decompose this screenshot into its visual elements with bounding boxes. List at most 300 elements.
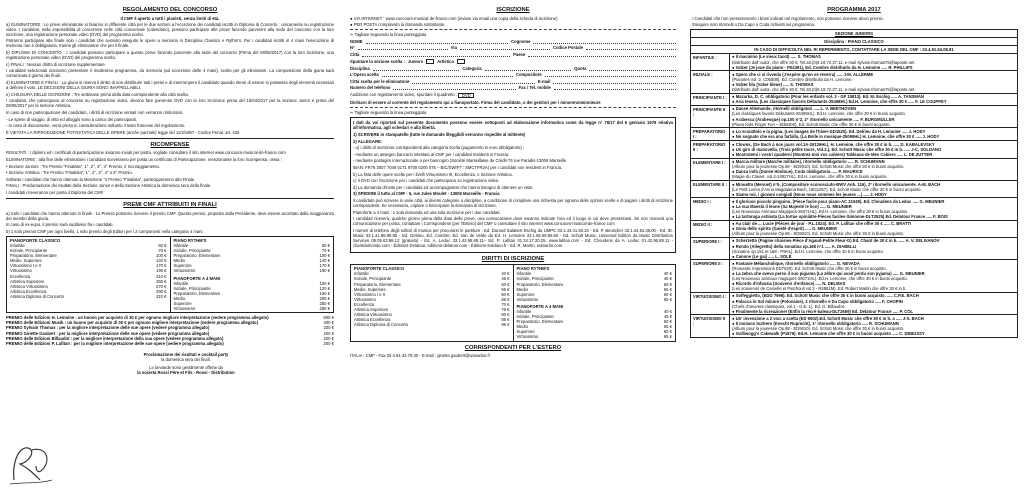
level-pieces — [730, 71, 1017, 92]
program-level — [691, 141, 1017, 158]
level-pieces — [730, 315, 1017, 336]
level-pieces — [730, 293, 1017, 314]
program-intro-line: . Eseguire solo ritornelli o Da Capo o Coda richiesti sul programma. — [690, 22, 815, 28]
reward-paragraph: ELIMINATORIE : alla fine delle eliminatorie i candidati riceveranno per posta un certificato di Partecipazione, menzionante la loro ricompensa, ossia : — [6, 156, 282, 162]
level-name: VIRTUOSISMO I : — [691, 293, 730, 314]
fee-level: Superiore — [516, 329, 535, 335]
fee-amount: 45 € — [663, 276, 672, 282]
form-row — [350, 66, 676, 71]
fee-level: Preparatorio, Elementare — [516, 319, 564, 325]
fee-amount: 50 € — [663, 281, 672, 287]
regulation-paragraph: I candidati selezionati dovranno presentare il medesimo programma, da memoria (ad eccezione delle 4 mani), scelto per gli eliminatori. La composizione della giuria sarà comunicata il giorno dei finali. — [6, 68, 334, 79]
program-box — [690, 29, 1018, 338]
piece-line: ● Minuetto (Menuet) n°5, (Compositore sconosciuto-BWV Anh. 116), 2° ritornello unicamente. A-M. BACH — [732, 181, 941, 187]
editor-prize-text: PREMIO Sylvain Thomas : per la migliore interpretazione delle sue opere (vedere programma allegato) — [6, 325, 210, 331]
fee-right-title: PIANO RYTHM'S — [173, 237, 207, 243]
form-field[interactable] — [362, 52, 510, 57]
level-name: PREPARATORIO II : — [691, 141, 730, 157]
form-label: Categoria — [462, 65, 482, 71]
piece-line: ● Il monaco burbero (Knecht Ruprecht), 1° ritornello obbligatorio ..... R. SCHUMANN — [732, 320, 899, 326]
level-pieces — [730, 128, 1017, 140]
fee-level: Infantile — [173, 280, 189, 286]
step-3: 3) SPEDIRE il tutto al CMF - 5, rue Jules Moulet - 13006 Marseille - Francia — [353, 191, 500, 197]
form-field[interactable] — [382, 72, 513, 77]
fee-level: Superiore — [516, 291, 535, 297]
fee-level: Superiore — [173, 301, 192, 307]
registration-intro-line: ● PER POSTA compilando la domanda sottostante. — [350, 22, 446, 28]
program-column — [690, 7, 1018, 338]
fee-amount: 50 € — [501, 281, 510, 287]
fee-level: Preparatorio, Elementare — [354, 281, 401, 287]
rights-fee-table — [350, 264, 676, 341]
reward-paragraph: • Sezione Juniors : Tre Premio "Finalista", 1°, 2°, 3°, 4° Premio, ir Incoraggiamento. — [6, 163, 161, 169]
piece-line: (Le Petit Livres d'Anna Magdalena Bach, UE11057). Ed. Schott Music che offre 30 € in buoni acquisto. — [732, 186, 922, 192]
fee-level: Infantile — [10, 243, 25, 248]
editor-prizes — [6, 315, 334, 346]
fee-row — [517, 334, 673, 339]
fee-row — [354, 322, 510, 327]
registration-note: Pianoforte a 4 mani : 1 sola domanda ed una sola iscrizione per i due candidati. — [353, 209, 501, 215]
piece-line: Distribuito dall' autor, che offre 30 €. Tel.33.(0)6.19.72.37.11, e-mail sylvain.thomas75@laposte.net — [732, 59, 915, 65]
piece-line: (Les souvenirs de Camelle et Patchouli vol.3 - R4861M). Ed. Robert Martin che offre 30 € in b. — [732, 286, 907, 292]
regulation-paragraph: - Le spese di viaggio, di vitto ed alloggio sono a carico dei partecipanti. — [6, 116, 138, 122]
fee-amount: 250 € — [156, 278, 167, 284]
form-field[interactable] — [586, 45, 676, 50]
piece-line: (Romantic Impressions ED7820). Ed. Schott Music che offre 30 € in buoni acquisto. — [732, 265, 887, 271]
level-name: ELEMENTARE I : — [691, 159, 730, 180]
fee-row — [10, 294, 167, 299]
piece-line: ● Marcia militare (Marche militaire), ritornello obbligatorio ..... R. SCHUMANN — [732, 159, 885, 165]
form-label: NOME — [350, 38, 363, 44]
registration-column — [350, 7, 676, 358]
piece-line: ● No sognato che era una farfalla, (La Bolle in musique-25099HL) H. Lemoine, che offre 30 € ..... J. HODY — [732, 133, 940, 139]
form-label: Città scelta per le eliminatorie — [350, 78, 410, 84]
fee-level: Virtuosismo — [10, 268, 32, 274]
rights-left-list — [354, 271, 510, 327]
fee-amount: 60 € — [663, 329, 672, 335]
editor-prize-amount: 300 € — [323, 320, 334, 326]
fee-amount: 50 € — [321, 243, 330, 248]
level-pieces — [730, 141, 1017, 157]
fee-amount: 65 € — [501, 296, 510, 302]
regulation-paragraph: d) ELIMINATORIE E FINALI : La giuria si riserva il diritto di non distribuire tutti i premi e di interrompere il candidato quando ritenè di essere in possesso degli elementi necessari a definire il voto. LE DECISIONI DELLA GIURIA SONO INAPPELLABILI. — [6, 80, 334, 91]
piece-line: ● Gioia dello spirito (Gaieté d'esprit) ..... G. MEUNIER — [732, 226, 837, 232]
fee-amount: 50 € — [663, 319, 672, 325]
fee-right-list — [174, 243, 331, 274]
fee-level: Eccellenza — [10, 273, 31, 279]
fee-level: Iniziale, Principiante — [10, 248, 48, 254]
rights-right2-list — [517, 309, 673, 340]
step-2-item: c) Il DVD con l'iscrizione per i candidati che partecipano su registrazione video. — [353, 178, 500, 184]
rewards-paragraphs — [6, 150, 334, 195]
piece-line: ● Golliwogg's Cakewalk (P1876). Ed.H. Lemoine che offre 30 € in buoni acquisto ..... C. DEBUSSY — [732, 331, 925, 337]
regulation-paragraph: È VIETATA LA RIPRODUZIONE FOTOSTATICA DELLE OPERE (anche parziale) legge del 11/3/1957 - Codice Penal, art. 425 — [6, 129, 240, 135]
program-level — [691, 71, 1017, 93]
fee-amount: 170 € — [156, 263, 167, 269]
editor-prize-amount: 200 € — [323, 340, 334, 346]
fee-level: Infantile — [516, 271, 532, 277]
closing-title: Proclamazione dei risultati e cocktail party — [143, 351, 229, 357]
form-row — [350, 72, 676, 77]
regulation-paragraph: e) CHIUSURA DELLE ISCRIZIONI : Tre settimane prima della data corrispondente alla città scelta. — [6, 91, 189, 97]
fee-level: Iniziale, Principiante — [516, 276, 554, 282]
regulation-paragraph: In caso di non partecipazione del candidato, i diritti di iscrizione versati non verranno rimborsati. — [6, 110, 183, 115]
form-label: N° — [350, 45, 355, 51]
correspondents-title: CORRISPONDENTI PER L'ESTERO — [464, 344, 562, 351]
form-label: Via — [450, 45, 457, 51]
fee-level: Virtuosismo I e II — [354, 291, 386, 297]
piece-line: (Album pour la jeunesse Op.68 - ED9010). Ed. Schott Music che offre 30 € in buoni acquisto. — [732, 325, 905, 331]
fee-amount: 250 € — [319, 301, 330, 307]
form-row — [350, 52, 676, 57]
step-2-item: b) La lista delle opere scelte per i livelli Virtuosismo III, Eccellenza, e Sezione Artistica. — [353, 171, 513, 177]
form-label: Juniors — [407, 58, 424, 64]
fee-amount: 310 € — [156, 293, 167, 299]
editor-prize-amount: 200 € — [323, 335, 334, 341]
program-level — [691, 159, 1017, 181]
editor-prize-amount: 600 € — [323, 315, 334, 321]
form-label: Numero del telefono — [350, 85, 391, 91]
program-intro — [690, 16, 1018, 28]
fee-level: Virtuosismo — [516, 334, 539, 340]
fee-level: Artistica Virtuosismo — [354, 312, 392, 318]
fee-right2-list — [174, 281, 331, 312]
fee-amount: 70 € — [501, 301, 510, 307]
dvd-checkbox[interactable]: DVD — [458, 93, 474, 99]
regulations-subtitle: Il CMF è aperto a tutti i pianisti, senza limiti di età. — [120, 15, 220, 21]
instructions-box — [350, 117, 676, 252]
closing-block — [126, 352, 246, 375]
form-field[interactable] — [485, 66, 572, 71]
form-field[interactable] — [553, 79, 676, 84]
form-field[interactable] — [412, 79, 535, 84]
step-1: 1) SCRIVERE in stampatello (tutte le domande illeggibili verranno rispedite al mittente) — [353, 131, 526, 137]
registration-note: Il candidato può scrivere in varie città, ai diversi categorie o discipline, a condizione di compilare una richiesta per ognuna delle opzioni scelte e di pagare i diritti di iscrizione corrispondenti. Se necessario, copiare o fotocopiare la domanda di iscrizione. — [353, 197, 673, 208]
piece-line: ● Danza indù (Danse Hindoue), Coda obbligatoria ..... P. MAURICE — [732, 169, 863, 175]
reward-paragraph: Soltanto i candidati che hanno ottenuto la Menzione "o Premio "Finalista", partecipperanno alla Finale. — [6, 176, 196, 182]
prizes-intro — [6, 211, 334, 234]
level-pieces — [730, 198, 1017, 219]
program-intro-line: . I Candidati che non presenteranno i brani indicati nel regolamento, non potranno ricevere alcun premio. — [690, 15, 884, 21]
piece-line: ● Ricordo d'infanzia (Souvenir d'enfance) ..... N. DELMAS — [732, 281, 846, 287]
closing-line-1: la società Rossi Père et Fils - Rossi - Distribution — [137, 370, 235, 376]
program-level — [691, 293, 1017, 315]
fee-amount: 45 € — [663, 314, 672, 320]
piece-line: ● Mostratemi i vostri quaderni (Montrez-moi vos cahiers) Tableaux de Mes Cahiers ..... L. DE ZUTTER — [732, 152, 933, 158]
piece-line: (Album pour la jeunesse Op.68 - ED9010). Ed. Schott Music che offre 30 € in buoni acquisto. — [732, 231, 905, 237]
program-level — [691, 315, 1017, 336]
discipline-label: Disciplina : PIANO CLASSICO — [691, 38, 1017, 46]
form-field[interactable] — [460, 45, 550, 50]
fee-amount: 55 € — [663, 324, 672, 330]
closing-line-0: Le bevande sono gentilmente offerte da — [149, 364, 223, 370]
signature-logo — [6, 440, 56, 488]
piece-line: ● La sua Maestà il leone (Sa Majesté le lion) ..... G. MEUNIER — [732, 203, 852, 209]
regulations-title: REGOLAMENTO DEL CONCORSO — [122, 7, 218, 13]
form-row — [350, 39, 676, 44]
reward-paragraph: RISULTATI : I diplomi ed i certificati di partecipazione saranno inviati per posta, vogliate consultare il sito internet www.concours-musical-de-france.com — [6, 150, 286, 156]
form-field[interactable] — [358, 45, 448, 50]
regulation-paragraph: I candidati, che partecipano al concorso su registrazione video, devono fare parvenire DVD con la loro iscrizione prima del 15/04/2017 per la sezione Junior e prima del 08/05/2017 per la sezione Artistica. — [6, 98, 334, 109]
regulation-paragraph: c) FINALI : Nessun diritto di iscrizione supplementare. — [6, 61, 106, 67]
rewards-title: RICOMPENSE — [150, 141, 190, 148]
fee-amount: 210 € — [156, 273, 167, 279]
fee-level: Eccellenza — [354, 301, 375, 307]
form-field[interactable] — [533, 39, 676, 44]
piece-line: ● Lo scoiattolo e la pigna, (Les images de l'hiver-GD1520). Ed. Delrieu da H. Lemoine ..... J. HODY — [732, 128, 926, 134]
regulation-paragraph: a) ELIMINATORIE : Le prove eliminatorie si faranno in differente città per le due sezioni a l'eccezione dei candidati iscritti in Diploma di Concerto : unicamente su registrazione video. I candidati, nella impossibilità di concorrere nelle città concernate (calendario), possono participare alle prove facendo parvenire alla sede del concorso con la loro iscrizione, una registrazione personale video (DVD) del programma scelto. — [6, 21, 334, 37]
fee-level: Artistica Superiore — [354, 306, 389, 312]
piece-line: ● Rondo (Allegretto) della sonatina op.168 n°1 ..... A. DIABELLI — [732, 243, 857, 249]
prize-paragraph: In caso di ex-equo, il premio sarà suddiviso fra i candidati. — [6, 222, 114, 228]
form-label: Quota — [574, 65, 587, 71]
regulations-column — [6, 7, 334, 375]
fee-amount: 270 € — [156, 283, 167, 289]
form-field[interactable] — [589, 66, 676, 71]
fee-amount: 55 € — [663, 286, 672, 292]
level-name: PREPARATORIO I : — [691, 128, 730, 140]
form-row — [350, 59, 676, 65]
closing-subtitle: la domenica sera dei finali. — [161, 356, 211, 362]
fee-amount: 40 € — [501, 271, 510, 277]
rights-right2-title: PIANOFORTE A 4 MANI — [516, 303, 564, 309]
step-2-item: - mediante un assegno bancario intestato al CMF per i candidati residenti in Francia — [353, 151, 509, 157]
fee-level: Virtuosismo — [516, 296, 539, 302]
fee-level: Virtuosismo — [173, 268, 196, 274]
form-label: Artistica — [437, 58, 454, 64]
regulations-paragraphs — [6, 22, 334, 135]
fee-amount: 200 € — [319, 295, 330, 301]
video-row — [350, 92, 676, 98]
piece-line: (Sonatine op.151 et 168 - P9HL). Ed.H. Lemoine, che offre 30 € in buoni acquisto. — [732, 248, 884, 254]
program-level — [691, 198, 1017, 220]
fee-amount: 95 € — [501, 322, 510, 328]
fee-level: Virtuosismo — [354, 296, 376, 302]
form-label: Disciplina — [350, 65, 370, 71]
declaration: Dichiaro di essere al corrente del regolamento qui a fianoportato. Firma del candidato, o dei genitori per i minorenniminnieurs — [350, 100, 601, 106]
fee-level: Artistica Diploma di Concerto — [354, 322, 408, 328]
fee-amount: 40 € — [663, 271, 672, 277]
fee-amount: 70 € — [158, 248, 167, 254]
piece-line: ● Valzer blu (Valse bleue) ..... S. THOMAS — [732, 81, 814, 87]
piece-line: (Album pour la jeunesse Op.68 - ED9010). Ed. Schott Music che offre 30 € in buoni acquisto. — [732, 164, 905, 170]
piece-line: Distribuito dall' autor, che offre 30 €. Tel.33.(0)6.19.72.37.11, e-mail sylvain.thomas75@laposte.net — [732, 87, 915, 93]
piece-line: ● Valzer (Je joue du piano - P04391), Ed. Combre distribuito da H. Lemoine ..... R. PHILLIPS — [732, 64, 913, 70]
fee-amount: 190 € — [319, 268, 330, 274]
fee-row — [174, 268, 331, 273]
level-name: MEDIO II : — [691, 221, 730, 237]
fee-row — [174, 306, 331, 311]
level-name: SUPERIORE I : — [691, 238, 730, 259]
step-2-item: - a) i diritti di iscrizione corrispondenti alla categoria scelta (pagamento in euro obbligatorio) : — [353, 145, 525, 151]
reward-paragraph: I candidati riceveranno per posta il Diploma del CMF. — [6, 189, 104, 195]
regulation-paragraph: b) DIPLOMA DI CONCERTO : I candidati possono participare a questo prove facendo parvenire alla sede del concorso (Prima del 08/05/2017) con la loro iscrizione, una registrazione personale video (DVD) del programma scelto. — [6, 50, 334, 61]
regulation-paragraph: Potranno participare alla finale solo i candidati che avranno eseguito le opere a memoria in Disciplina Classico e Rythm's. Per i candidati iscritti in 4 mani l'esecuzione di memoria non è obbligatoria, tranne gli eliminatorie che per il finale. — [6, 38, 334, 49]
level-pieces — [730, 181, 1017, 197]
fee-level: Medio, Superiore — [354, 286, 386, 292]
fee-amount: 60 € — [501, 291, 510, 297]
piece-line: ● La tartaruga ostinata (La tortue opiniâtre-Pièces faciles-Simonne-DLT2525) Ed. Delatour France ..... F. BOIS — [732, 214, 948, 220]
level-pieces — [730, 106, 1017, 127]
piece-line: (Les classiques favoris Débutants-25498HL). Ed.H. Lemoine, che offre 30 € in buoni acquisto. — [732, 111, 907, 117]
rights-title: DIRITTI DI ISCRIZIONE — [481, 255, 545, 262]
level-name: ELEMENTARE II : — [691, 181, 730, 197]
fee-left-list — [10, 243, 167, 299]
form-label: Codice Postale — [552, 45, 583, 51]
form-label: Paese — [513, 51, 526, 57]
fee-level: Artistica Diploma di Concerto — [10, 293, 64, 299]
piece-line: ● Un' invenzione a 2 voci a scelta (ED 9002).Ed. Schott Music che offre 30 € in b. a ..... J-S. BACH — [732, 315, 924, 321]
fee-level: Artistica Eccellenza — [10, 288, 47, 294]
fee-level: Medio — [173, 295, 185, 301]
cut-line-label-2: ✂ Tagliare seguendo la linea punteggiata — [350, 110, 427, 116]
fee-level: Artistica Superiore — [10, 278, 45, 284]
fee-level: Virtuosismo — [173, 306, 196, 312]
reward-paragraph: FINALI : Proclamazione dei risultati della Sezione Junior e della Sezione Artistica la domenica sera della finale. — [6, 183, 212, 189]
fee-level: Artistica Virtuosismo — [10, 283, 48, 289]
editor-prize-text: PREMIO delle Edizioni Musik : un buono per acquisto di 30 € per ognuno migliore interpretazione (vedere programma allegato) — [6, 320, 258, 326]
editor-prize-amount: 200 € — [323, 330, 334, 336]
piece-line: ● Spero che ci si rivveda (J'espère qu'on se reverra) ..... J-M. ALLERME — [732, 71, 874, 77]
form-field[interactable] — [545, 72, 676, 77]
registration-intro-line: ● VIA INTERNET : www.concours-musical-de-france.com (inviare via email una copia della scheda di iscrizione) — [350, 15, 558, 21]
piece-line: (Chefs d'oeuvres classiques, vol.1 - G.E. 1). Ed. G. Billaudot. — [732, 303, 845, 309]
level-pieces — [730, 159, 1017, 180]
piece-line: (Les Nouveaux animaux magiques-26071HL). Ed.H. Lemoine, che offre 30 € in buoni acquisto. — [732, 276, 908, 282]
piece-line: ● Fantasie Mélancholique, ritornello obbligatorio ..... G. NEVADA — [732, 260, 860, 266]
program-level — [691, 128, 1017, 141]
fee-level: Preparatorio, Elementare — [173, 253, 221, 259]
form-label: Compositore — [515, 72, 542, 78]
editor-prize-text: PREMIO Ginette Gaubert : per la migliore interpretazione delle sue opere (vedere programma allegato) — [6, 330, 210, 336]
privacy-note: I dati da voi riportati sul presente documento possono essere sottoposti ad elaborazione informatica come da legge n° 78/17 del 6 gennaio 1978 relativa all'informatica, agli schedari e alla libertà. — [353, 120, 673, 131]
fee-amount: 45 € — [501, 276, 510, 282]
step-2-item: d) La domanda d'invito per i candidati ed accompagnatori che hanno bisogno di ottenere un visto. — [353, 184, 534, 190]
step-2-items — [353, 145, 673, 190]
fee-level: Superiore — [173, 263, 192, 269]
registration-note: I numeri di telefono degli editori di musica per procurarsi le partiture : Ed. Durand Salabert Eschig da UMPC 33.1.44.41.50.23 - Ed. P. Beuscher 33.1.44.54.36.00 - Ed. ID. Music 33.1.41.88.98.85 - Ed. Delrieu, Ed. Combre, Ed. Van de Velde da Ed. H. Lemoine 33.1.56.68.86.65 - Ed. Schott Music, Universal Edition da Music Distribution Services 08.05.63.98.13 (gratuito) - Ed. A. Leduc 33.1.42.96.89.11– Ed. P. Lafitan 01.34.17.20.25, www.lafitan.com - Ed. Choudens da A. Leduc 01.42.96.89.11 - chantdumonde.com - Éditions Delatour, editions-delatour.com - Éditions-Soldano.fr - Ed. R. Martin, edmartin.com. — [353, 227, 673, 249]
fee-amount: 40 € — [663, 308, 672, 314]
piece-line: ● Il macinino (Le vieux tacot) ..... S. THOMAS — [732, 54, 821, 60]
piece-line: ● Solfeggietto, (EDO 7996). Ed. Schott Music che offre 30 € in buoni acquisto. ..... C.P.E. BACH — [732, 293, 919, 299]
form-field[interactable] — [554, 85, 676, 90]
section-checkbox[interactable] — [426, 59, 434, 65]
piece-line: ● Mazurka, D. C. obbligatorio (Pour les enfants vol. 2 - GF 15813). Ed. M. Eschig ..... A. TANSMAN — [732, 94, 924, 100]
registration-intro — [350, 16, 676, 28]
fee-amount: 100 € — [319, 253, 330, 259]
piece-line: ● Il glorioso piccolo pinguino, (Piece facile pour piano-AC 21049). Ed. Choudens da Leduc ..... G. MEUNIER — [732, 198, 945, 204]
fee-level: Iniziale, Principiante — [173, 285, 211, 291]
level-pieces — [730, 54, 1017, 70]
fee-level: Preparatorio, Elementare — [516, 281, 564, 287]
step-2-item: - mediante postagiro internazionale o per bancogiro (Société Marseillaise de Crédit-75 rue Paradis-13006 Marseille — [353, 158, 567, 164]
level-name: PRINCIPIANTE II : — [691, 106, 730, 127]
fee-level: Medio — [173, 258, 185, 264]
level-pieces — [730, 260, 1017, 292]
fee-amount: 100 € — [156, 253, 167, 259]
registration-title: ISCRIZIONE — [496, 7, 530, 13]
regulation-paragraph: - In caso di discussione, verrà preso in considerazione soltanto il testo francese del regolamento. — [6, 123, 186, 129]
level-pieces — [730, 221, 1017, 237]
fee-level: Infantile — [173, 243, 189, 248]
fee-amount: 65 € — [663, 296, 672, 302]
fee-level: Infantile — [516, 308, 532, 314]
fee-amount: 60 € — [663, 291, 672, 297]
fee-level: Infantile — [354, 271, 369, 277]
step-2: 2) ALLEGARE: — [353, 138, 383, 144]
fee-amount: 170 € — [319, 263, 330, 269]
piece-line: (Les Nouveaux Animaux Magiques-26071HL). Ed.H. Lemoine, che offre 30 € in buoni acquisto. — [732, 209, 909, 214]
cut-line-label: ✂ Tagliare seguendo la linea punteggiata — [350, 32, 427, 38]
piece-line: ● Clowns, (De Bach à nos jours vol.1A-26126HL). H. Lemoine, che offre 30 € in b. ..... D. KABALEVSKY — [732, 141, 935, 147]
fee-level: Medio — [516, 286, 528, 292]
rights-right-list — [517, 271, 673, 302]
form-label: Fax / Tel. mobile — [518, 85, 551, 91]
piece-line: ● Un giro di manovella, (Trois petits tours, Vol.2.), Ed. Schott Music che offre 30 € in b. ..... J-C. SOLDANO — [732, 146, 942, 152]
form-field[interactable] — [528, 52, 676, 57]
piece-line: (Piano Kids Finger Fun – EDB300), Ed. Schott Music che offre 30 € in buoni acquisto. — [732, 121, 891, 127]
prize-paragraph: b) 1 solo premio CMF per ogni livello, 1 solo premio degli Editori per i 2 componenti nella categoria 4 mani. — [6, 228, 204, 234]
level-name: SUPERIORE II : — [691, 260, 730, 292]
fee-amount: 280 € — [319, 306, 330, 312]
form-field[interactable] — [393, 85, 515, 90]
contact-caption: IN CASO DI DIFFICOLTÀ NEL RI REPERIMENTO, CONTATTARE LA SEDE DEL CMF : 33.4.91.54.08.81 — [691, 46, 1017, 54]
video-label: Audizione con registramento video, spuntare il quadretto : — [350, 92, 458, 98]
fee-amount: 290 € — [156, 288, 167, 294]
piece-line: (Pianotes vol. 2, C05508). Ed. Combre distribuito da H. Lemoine. — [732, 76, 853, 82]
prizes-title: PREMI CMF ATTRIBUITI IN FINALI — [123, 202, 217, 209]
piece-line: ● Au clair de ... Lucie (Pièces de jour - P.L.1024). Ed. P. Lafitan che offre 30 € ..... C. BRATTI — [732, 221, 912, 227]
fee-amount: 80 € — [501, 312, 510, 318]
form-field[interactable] — [373, 66, 460, 71]
program-level — [691, 54, 1017, 71]
fee-level: Iniziale, Principiante — [173, 248, 211, 254]
registration-notes — [353, 198, 673, 248]
fee-amount: 100 € — [319, 280, 330, 286]
piece-line: ● La zebra che aveva perso il suo pigiama (La zèbre qui avait perdu son pyjama) ..... G. MEUNIER — [732, 271, 925, 277]
fee-right2-title: PIANOFORTE A 4 MANI — [173, 275, 221, 281]
fee-level: Medio, Superiore — [10, 258, 42, 264]
piece-line: ● Finalmente la ricreazione! (Enfin la récré-baleau-DLT2659) Ed. Delatour France ..... P. COL — [732, 308, 914, 314]
fee-amount: 50 € — [158, 243, 167, 248]
fee-level: Preparatorio, Elementare — [173, 290, 221, 296]
piece-line: ● Arabesca (Arabesque) op.100 n°2, 2° ritornello unicamente ..... F. BURGMÜLLER — [732, 116, 895, 122]
fee-level: Artistica Eccellenza — [354, 317, 391, 323]
fee-amount: 70 € — [321, 248, 330, 254]
form-label: L'Opera scelta — [350, 72, 379, 78]
fee-level: Preparatorio, Elementare — [10, 253, 57, 259]
form-row — [350, 79, 676, 84]
rights-right-title: PIANO RYTHM'S — [516, 266, 550, 272]
section-checkbox[interactable] — [457, 59, 465, 65]
fee-amount: 55 € — [501, 286, 510, 292]
registration-form — [350, 39, 676, 91]
piece-line: ● Siamo noi, i giovani congiati (Nous nous sommes les jeunes ...) ..... J. HODY — [732, 191, 887, 197]
level-name: INIZIALE : — [691, 71, 730, 92]
fee-amount: 75 € — [501, 306, 510, 312]
program-level — [691, 94, 1017, 106]
program-level — [691, 238, 1017, 260]
form-field[interactable] — [366, 39, 509, 44]
fee-level: Iniziale, Principiante — [516, 314, 554, 320]
program-level — [691, 260, 1017, 293]
program-level — [691, 106, 1017, 128]
editor-prize-text: PREMIO delle Edizioni H. Lemoine : un buono per acquisto di 30 € per ognuno migliore interpretazione (vedere programma allegato) — [6, 315, 269, 321]
level-name: INFANTILE : — [691, 54, 730, 70]
fee-amount: 85 € — [501, 317, 510, 323]
fee-amount: 140 € — [156, 258, 167, 264]
editor-prize-text: PREMIO delle Edizioni Billaudot : per la migliore interpretazione della sua opere (vedere programma allegato) — [6, 335, 224, 341]
